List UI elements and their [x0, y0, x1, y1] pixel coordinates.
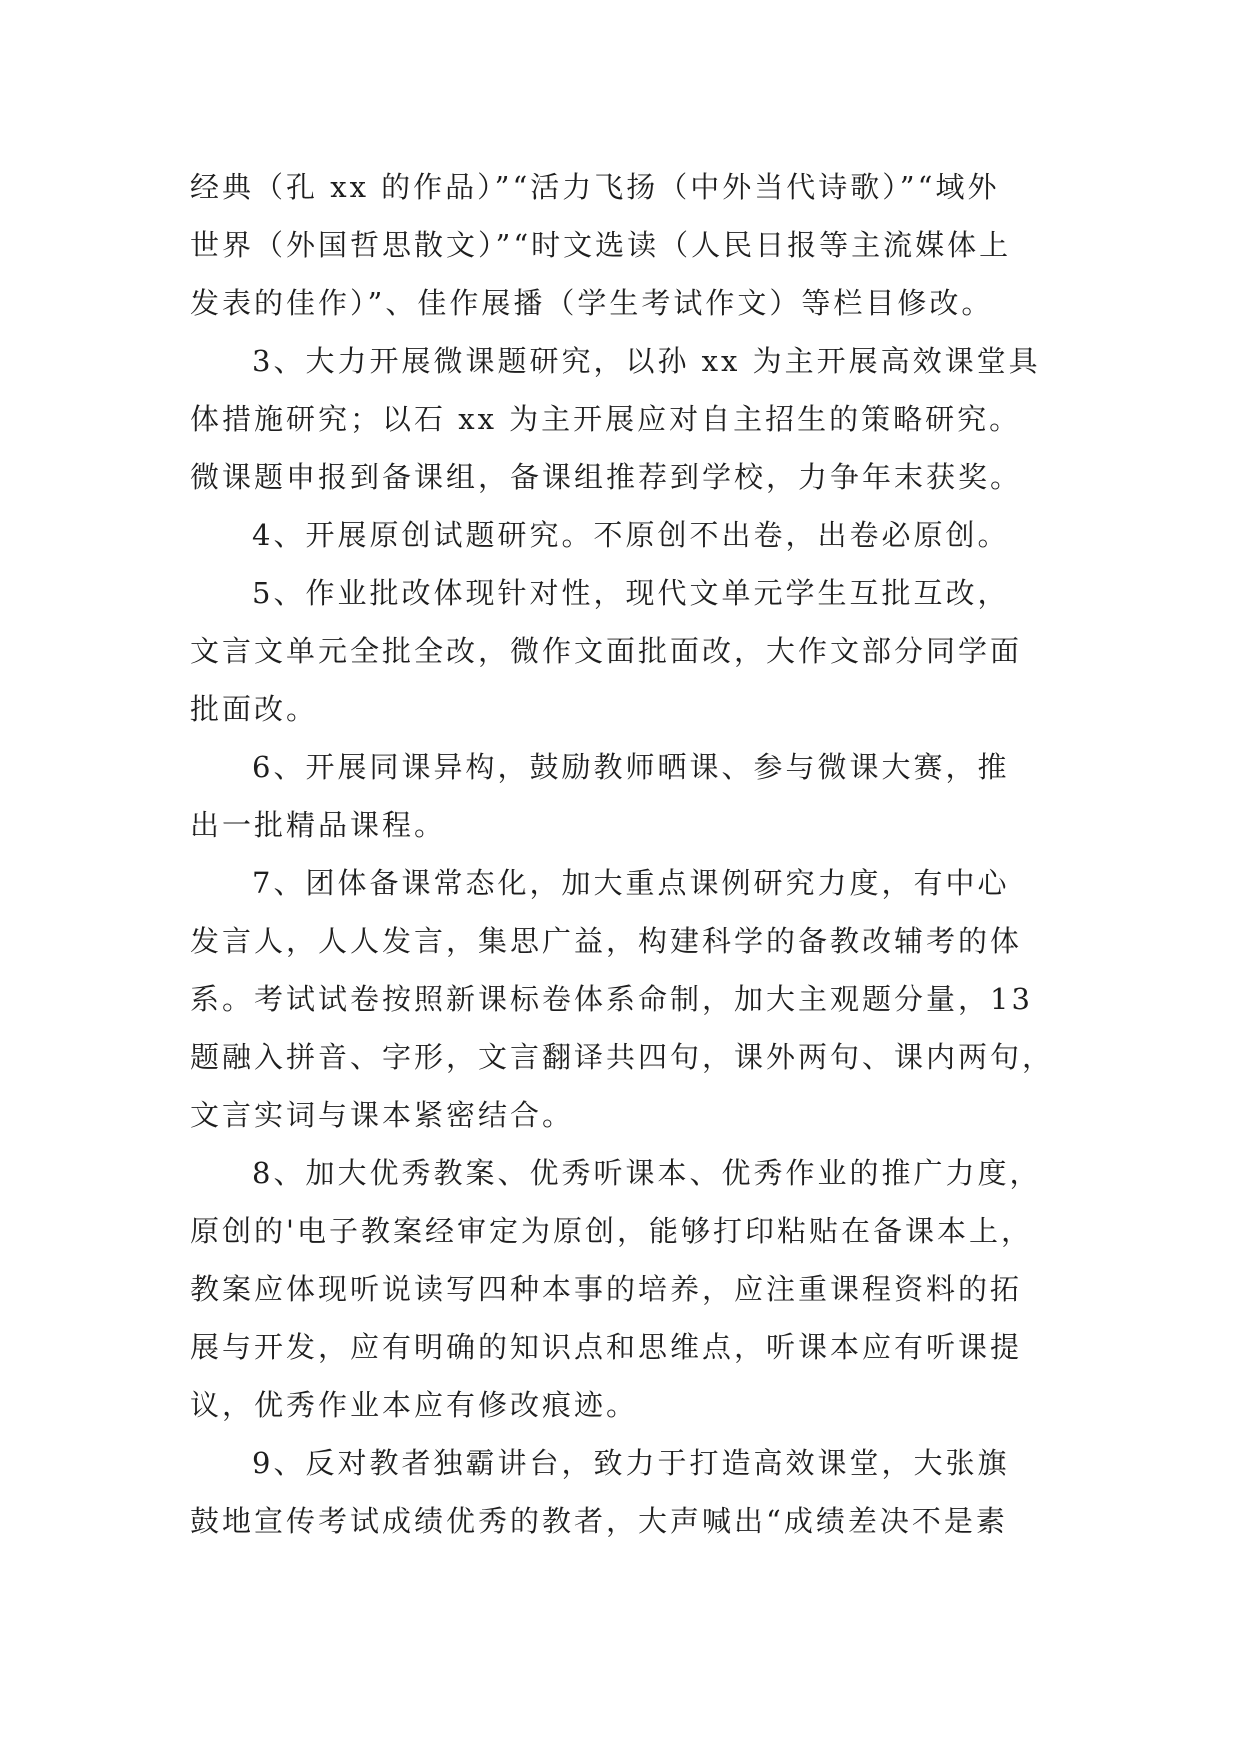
text-line: 微课题申报到备课组，备课组推荐到学校，力争年末获奖。	[190, 460, 1023, 494]
paragraph-start-line: 3、大力开展微课题研究，以孙 xx 为主开展高效课堂具	[252, 344, 1041, 378]
paragraph-start-line: 7、团体备课常态化，加大重点课例研究力度，有中心	[252, 866, 1010, 900]
text-line: 系。考试试卷按照新课标卷体系命制，加大主观题分量，13	[190, 982, 1033, 1016]
text-line: 展与开发，应有明确的知识点和思维点，听课本应有听课提	[190, 1330, 1023, 1364]
paragraph-start-line: 5、作业批改体现针对性，现代文单元学生互批互改，	[252, 576, 1010, 610]
text-line: 出一批精品课程。	[190, 808, 447, 842]
body-text	[190, 158, 1070, 1550]
text-line: 题融入拼音、字形，文言翻译共四句，课外两句、课内两句，	[190, 1040, 1055, 1074]
text-line: 文言文单元全批全改，微作文面批面改，大作文部分同学面	[190, 634, 1023, 668]
text-line: 发言人，人人发言，集思广益，构建科学的备教改辅考的体	[190, 924, 1023, 958]
paragraph-start-line: 9、反对教者独霸讲台，致力于打造高效课堂，大张旗	[252, 1446, 1010, 1480]
text-line: 文言实词与课本紧密结合。	[190, 1098, 575, 1132]
text-line: 原创的'电子教案经审定为原创，能够打印粘贴在备课本上，	[190, 1214, 1033, 1248]
paragraph-start-line: 4、开展原创试题研究。不原创不出卷，出卷必原创。	[252, 518, 1010, 552]
text-line: 经典（孔 xx 的作品）”“活力飞扬（中外当代诗歌）”“域外	[190, 170, 1000, 204]
text-line: 世界（外国哲思散文）”“时文选读（人民日报等主流媒体上	[190, 228, 1012, 262]
paragraph-start-line: 8、加大优秀教案、优秀听课本、优秀作业的推广力度，	[252, 1156, 1042, 1190]
text-line: 议，优秀作业本应有修改痕迹。	[190, 1388, 639, 1422]
paragraph-start-line: 6、开展同课异构，鼓励教师晒课、参与微课大赛，推	[252, 750, 1010, 784]
text-line: 体措施研究；以石 xx 为主开展应对自主招生的策略研究。	[190, 402, 1022, 436]
text-line: 鼓地宣传考试成绩优秀的教者，大声喊出“成绩差决不是素	[190, 1504, 1008, 1538]
text-line: 教案应体现听说读写四种本事的培养，应注重课程资料的拓	[190, 1272, 1023, 1306]
text-line: 发表的佳作）”、佳作展播（学生考试作文）等栏目修改。	[190, 286, 994, 320]
text-line: 批面改。	[190, 692, 319, 726]
